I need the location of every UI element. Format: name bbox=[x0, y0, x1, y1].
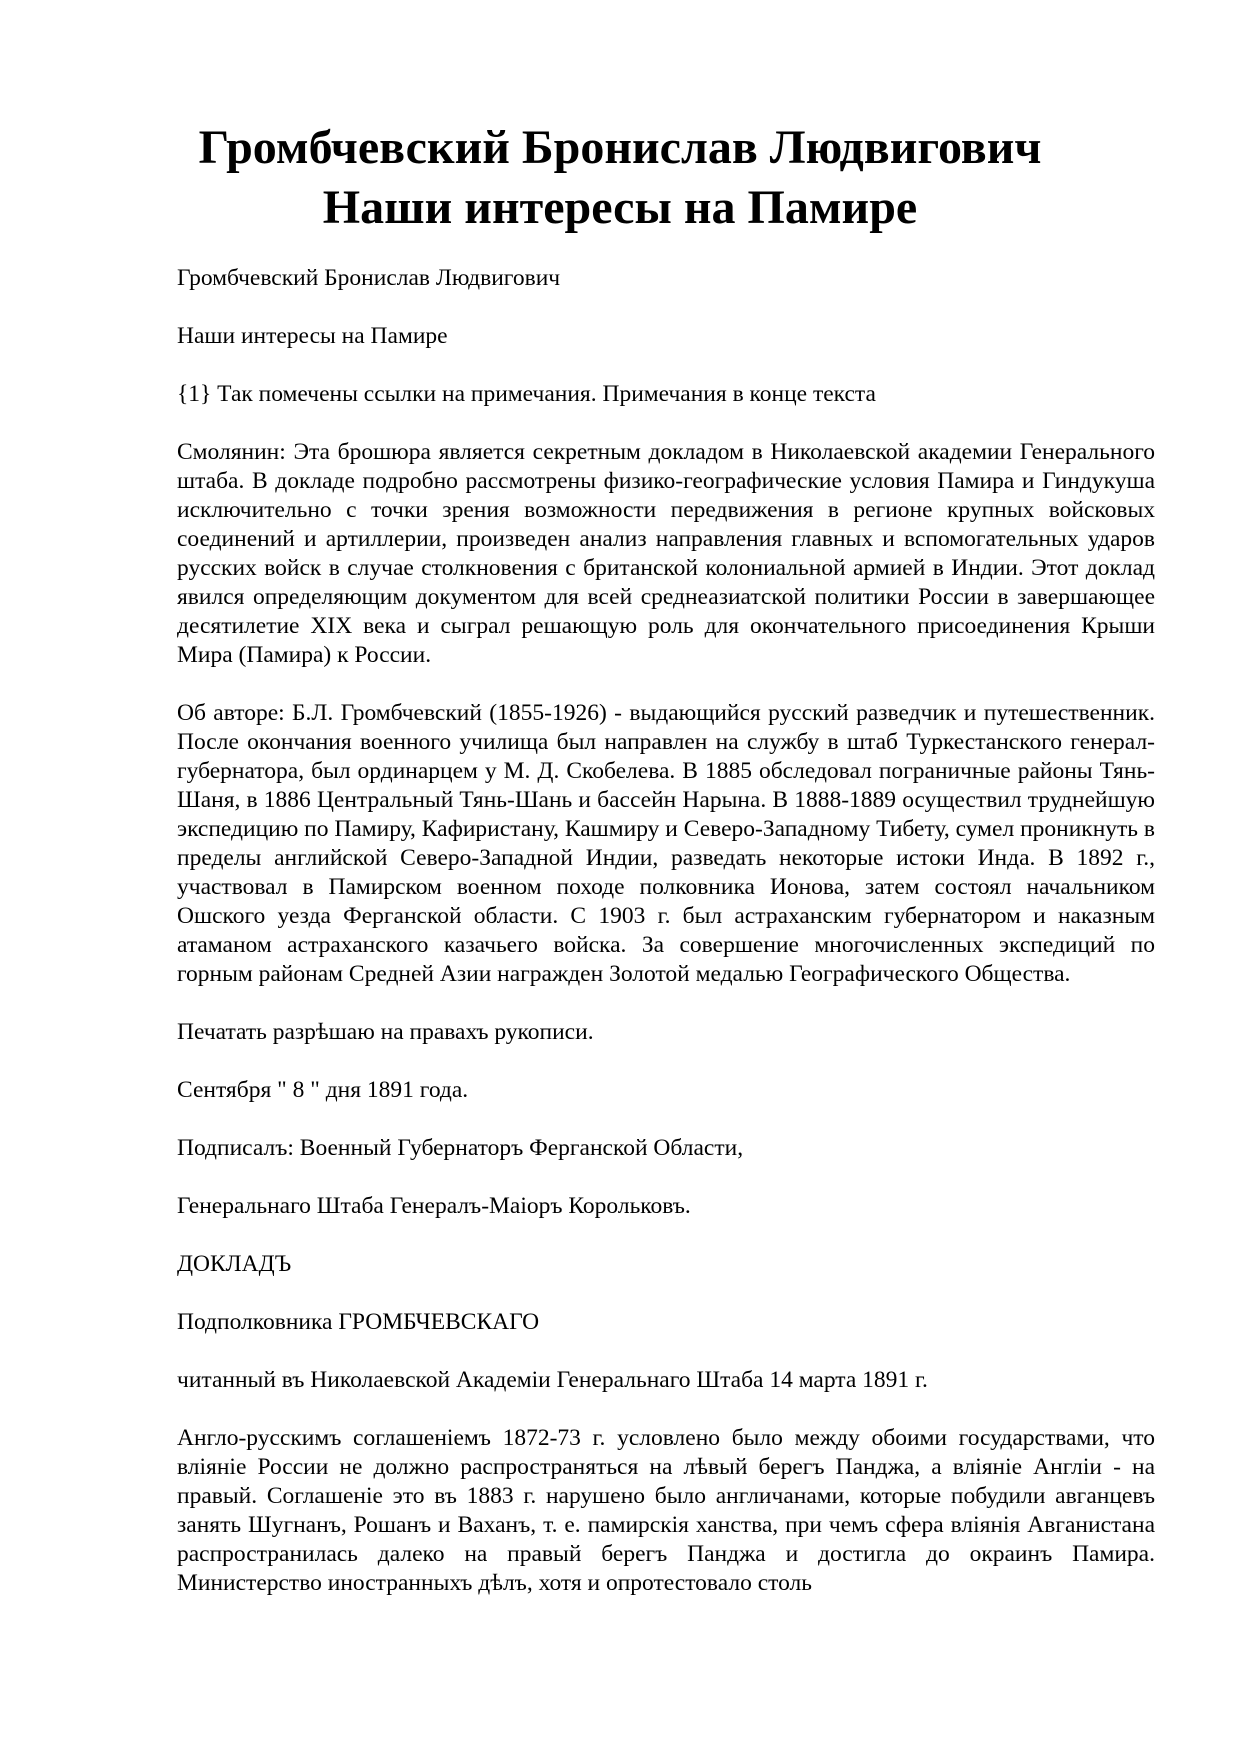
paragraph-work-title: Наши интересы на Памире bbox=[177, 323, 448, 349]
paragraph-date: Сентября " 8 " дня 1891 года. bbox=[177, 1077, 469, 1103]
paragraph-general-staff: Генеральнаго Штаба Генералъ-Маіоръ Корольковъ. bbox=[177, 1193, 691, 1219]
paragraph-author-name: Громбчевский Бронислав Людвигович bbox=[177, 265, 561, 291]
paragraph-anglo-russian-agreement: Англо-русскимъ соглашеніемъ 1872-73 г. условлено было между обоими государствами, что вліяніе России не должно распространяться на лѣвый берегъ Панджа, а вліяніе Англіи - на правый. Соглашеніе это въ 1883 г. нарушено было англичанами, которые побудили авганцевъ занять Шугнанъ, Рошанъ и Ваханъ, т. е. памирскія ханства, при чемъ сфера вліянія Авганистана распространилась далеко на правый берегъ Панджа и достигла до окраинъ Памира. Министерство иностранныхъ дѣлъ, хотя и опротестовало столь bbox=[177, 1425, 1155, 1596]
paragraph-report-read-at: читанный въ Николаевской Академіи Генеральнаго Штаба 14 марта 1891 г. bbox=[177, 1367, 928, 1393]
title-author-line: Громбчевский Бронислав Людвигович bbox=[198, 121, 1042, 174]
document-body bbox=[177, 264, 1155, 1627]
paragraph-signed-by: Подписалъ: Военный Губернаторъ Ферганской Области, bbox=[177, 1135, 744, 1161]
title-work-line: Наши интересы на Памире bbox=[322, 181, 918, 234]
paragraph-report-author: Подполковника ГРОМБЧЕВСКАГО bbox=[177, 1309, 540, 1335]
paragraph-print-permission: Печатать разрѣшаю на правахъ рукописи. bbox=[177, 1019, 594, 1045]
paragraph-notes-hint: {1} Так помечены ссылки на примечания. Примечания в конце текста bbox=[177, 381, 876, 407]
document-title bbox=[100, 118, 1140, 238]
paragraph-smolyanin-intro: Смолянин: Эта брошюра является секретным докладом в Николаевской академии Генерального штаба. В докладе подробно рассмотрены физико-географические условия Памира и Гиндукуша исключительно с точки зрения возможности передвижения в регионе крупных войсковых соединений и артиллерии, произведен анализ направления главных и вспомогательных ударов русских войск в случае столкновения с британской колониальной армией в Индии. Этот доклад явился определяющим документом для всей среднеазиатской политики России в завершающее десятилетие XIX века и сыграл решающую роль для окончательного присоединения Крыши Мира (Памира) к России. bbox=[177, 439, 1155, 668]
paragraph-report-heading: ДОКЛАДЪ bbox=[177, 1251, 292, 1277]
paragraph-about-author: Об авторе: Б.Л. Громбчевский (1855-1926) - выдающийся русский разведчик и путешественник. После окончания военного училища был направлен на службу в штаб Туркестанского генерал-губернатора, был ординарцем у М. Д. Скобелева. В 1885 обследовал пограничные районы Тянь-Шаня, в 1886 Центральный Тянь-Шань и бассейн Нарына. В 1888-1889 осуществил труднейшую экспедицию по Памиру, Кафиристану, Кашмиру и Северо-Западному Тибету, сумел проникнуть в пределы английской Северо-Западной Индии, разведать некоторые истоки Инда. В 1892 г., участвовал в Памирском военном походе полковника Ионова, затем состоял начальником Ошского уезда Ферганской области. С 1903 г. был астраханским губернатором и наказным атаманом астраханского казачьего войска. За совершение многочисленных экспедиций по горным районам Средней Азии награжден Золотой медалью Географического Общества. bbox=[177, 700, 1155, 987]
